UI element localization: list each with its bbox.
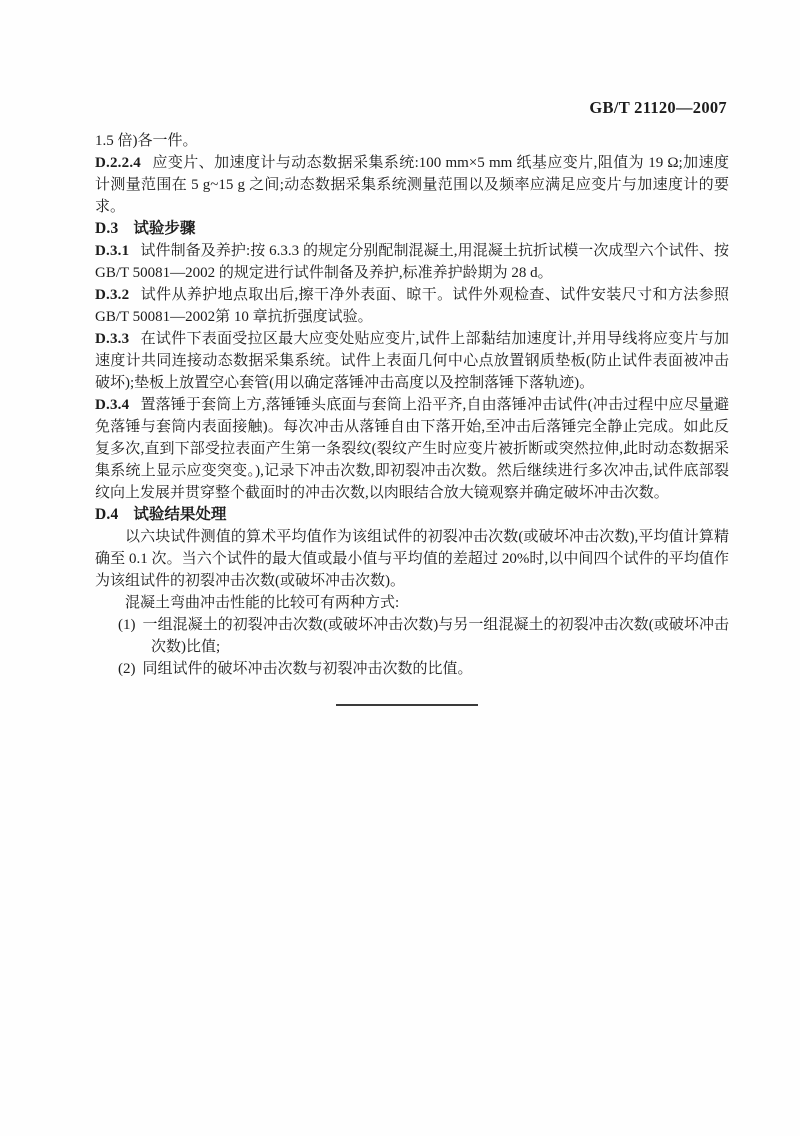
paragraph-continuation: 1.5 倍)各一件。 [95, 133, 198, 149]
section-number-d3: D.3 [95, 220, 119, 237]
clause-text-d34: 置落锤于套筒上方,落锤锤头底面与套筒上沿平齐,自由落锤冲击试件(冲击过程中应尽量避免落锤与套筒内表面接触)。每次冲击从落锤自由下落开始,至冲击后落锤完全静止完成。如此反复多次,直到下部受拉表面产生第一条裂纹(裂纹产生时应变片被折断或突然拉伸,此时动态数据采集系统上显示应变突变。),记录下冲击次数,即初裂冲击次数。然后继续进行多次冲击,试件底部裂纹向上发展并贯穿整个截面时的冲击次数,以肉眼结合放大镜观察并确定破坏冲击次数。 [95, 397, 729, 501]
clause-d224 [95, 152, 729, 218]
clause-d32 [95, 284, 729, 328]
clause-number-d33: D.3.3 [95, 331, 130, 347]
list-item-1 [95, 614, 729, 658]
list-item-2-marker: (2) [118, 661, 136, 677]
list-item-2 [95, 658, 729, 680]
section-number-d4: D.4 [95, 506, 119, 523]
section-title-d4: 试验结果处理 [133, 506, 227, 523]
list-item-1-text: 一组混凝土的初裂冲击次数(或破坏冲击次数)与另一组混凝土的初裂冲击次数(或破坏冲击次数)比值; [142, 617, 729, 655]
section-title-d3: 试验步骤 [133, 220, 196, 237]
clause-number-d34: D.3.4 [95, 397, 130, 413]
clause-text-d224: 应变片、加速度计与动态数据采集系统:100 mm×5 mm 纸基应变片,阻值为 19 Ω;加速度计测量范围在 5 g~15 g 之间;动态数据采集系统测量范围以及频率应满足应变片与加速度计的要求。 [95, 155, 729, 215]
clause-number-d32: D.3.2 [95, 287, 130, 303]
clause-text-d32: 试件从养护地点取出后,擦干净外表面、晾干。试件外观检查、试件安装尺寸和方法参照 GB/T 50081—2002第 10 章抗折强度试验。 [95, 287, 729, 325]
paragraph-d4-comparison-intro: 混凝土弯曲冲击性能的比较可有两种方式: [125, 595, 400, 611]
clause-d33 [95, 328, 729, 394]
standard-number: GB/T 21120—2007 [589, 98, 727, 117]
clause-text-d31: 试件制备及养护:按 6.3.3 的规定分别配制混凝土,用混凝土抗折试模一次成型六个试件、按 GB/T 50081—2002 的规定进行试件制备及养护,标准养护龄期为 28 d。 [95, 243, 729, 281]
list-item-2-text: 同组试件的破坏冲击次数与初裂冲击次数的比值。 [142, 661, 473, 677]
page-header [589, 97, 727, 119]
end-of-document-divider [336, 704, 478, 706]
clause-number-d224: D.2.2.4 [95, 155, 141, 171]
paragraph-d4-averaging: 以六块试件测值的算术平均值作为该组试件的初裂冲击次数(或破坏冲击次数),平均值计算精确至 0.1 次。当六个试件的最大值或最小值与平均值的差超过 20%时,以中间四个试件的平均值作为该组试件的初裂冲击次数(或破坏冲击次数)。 [95, 529, 729, 589]
document-body [95, 130, 729, 706]
clause-d34 [95, 394, 729, 504]
section-heading-d4 [95, 504, 729, 526]
list-item-1-marker: (1) [118, 617, 136, 633]
clause-d31 [95, 240, 729, 284]
section-heading-d3 [95, 218, 729, 240]
clause-number-d31: D.3.1 [95, 243, 130, 259]
clause-text-d33: 在试件下表面受拉区最大应变处贴应变片,试件上部黏结加速度计,并用导线将应变片与加速度计共同连接动态数据采集系统。试件上表面几何中心点放置钢质垫板(防止试件表面被冲击破坏);垫板上放置空心套管(用以确定落锤冲击高度以及控制落锤下落轨迹)。 [95, 331, 729, 391]
